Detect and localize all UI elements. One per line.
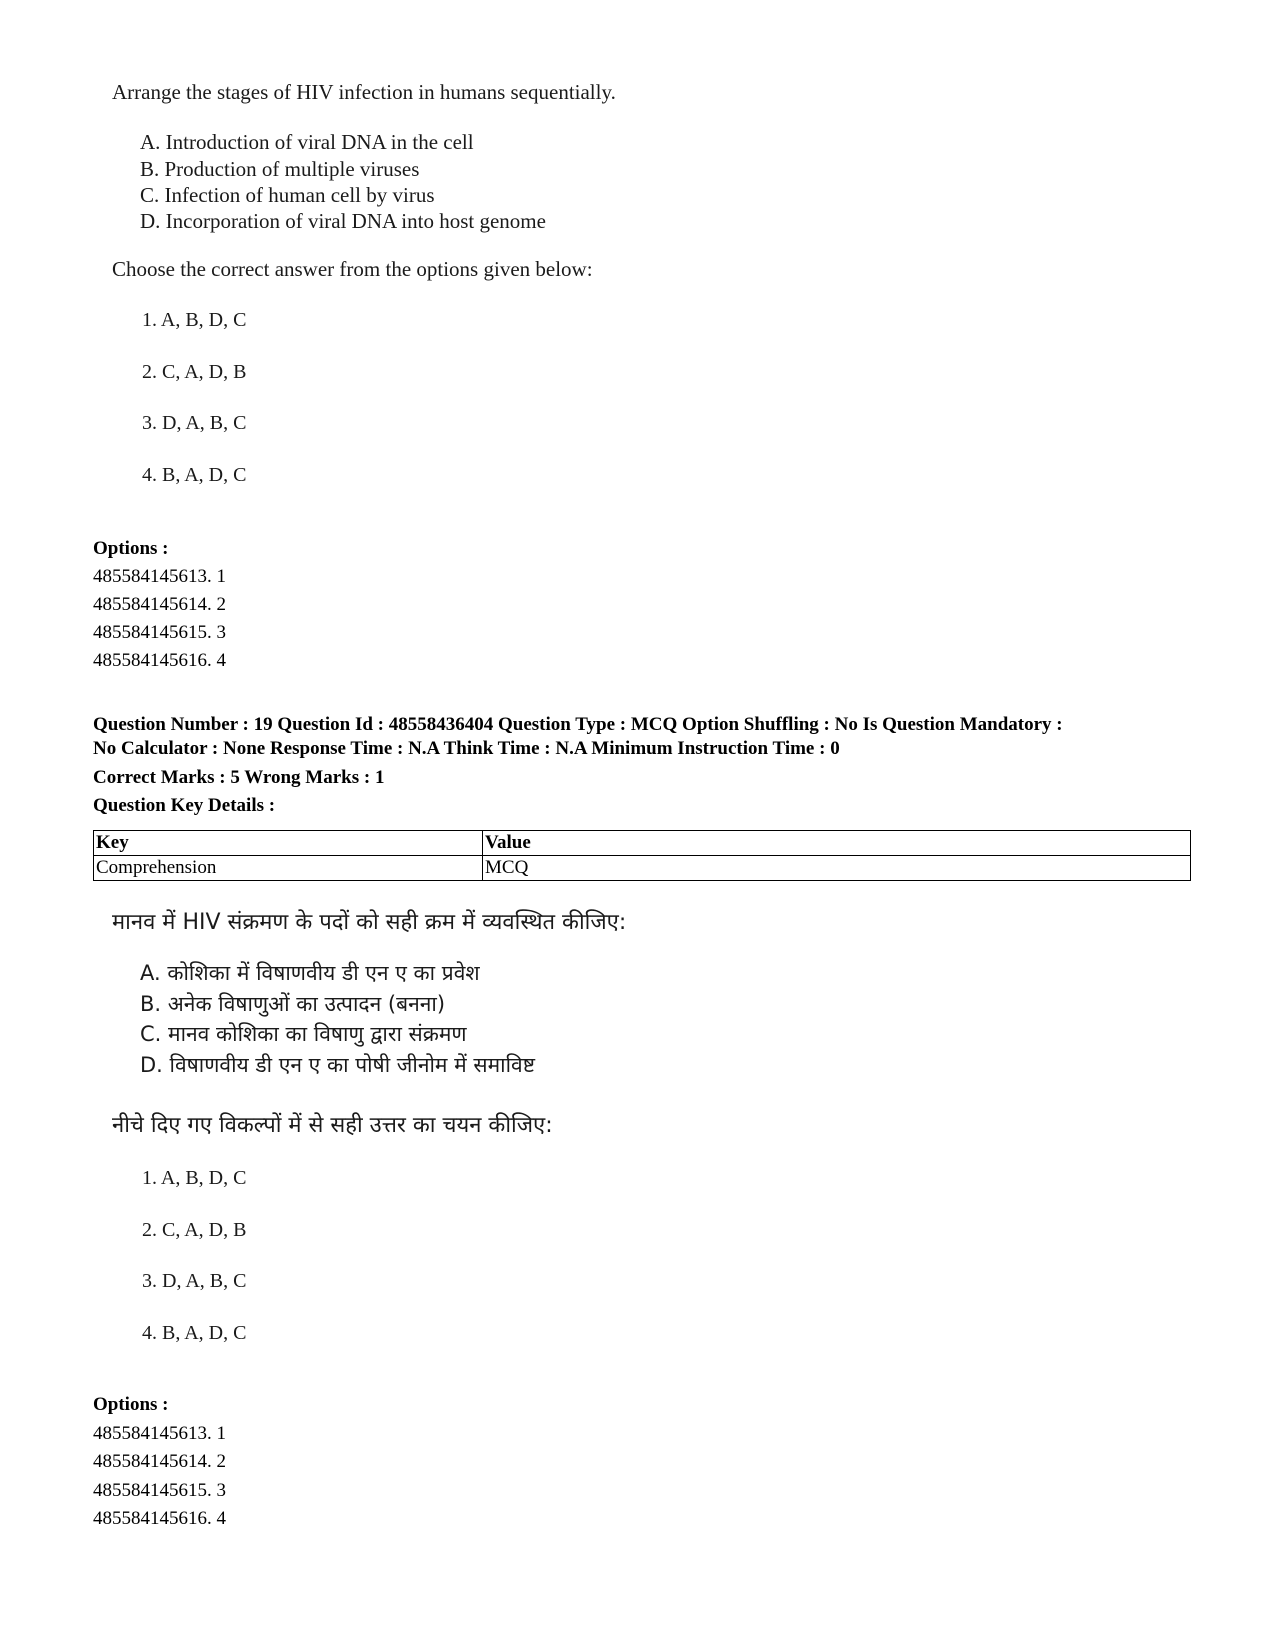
option-id-1-bottom: 485584145613. 1 (93, 1423, 226, 1444)
question-prompt-hindi: मानव में HIV संक्रमण के पदों को सही क्रम में व्यवस्थित कीजिए: (112, 910, 627, 935)
option-id-3-bottom: 485584145615. 3 (93, 1480, 226, 1501)
statement-c-hindi: C. मानव कोशिका का विषाणु द्वारा संक्रमण (140, 1022, 467, 1046)
option-id-3: 485584145615. 3 (93, 622, 226, 643)
choice-2-hindi: 2. C, A, D, B (142, 1219, 247, 1241)
choice-4-english: 4. B, A, D, C (142, 464, 247, 486)
statement-b-english: B. Production of multiple viruses (140, 157, 420, 181)
table-cell-value: MCQ (483, 856, 1191, 881)
choice-3-hindi: 3. D, A, B, C (142, 1270, 247, 1292)
key-details-table (93, 830, 1191, 881)
table-header-value: Value (483, 831, 1191, 856)
marks-line: Correct Marks : 5 Wrong Marks : 1 (93, 767, 385, 788)
table-row (94, 856, 1191, 881)
question-meta-line-1: Question Number : 19 Question Id : 48558436404 Question Type : MCQ Option Shuffling : No Is Question Mandatory : (93, 714, 1063, 735)
choice-4-hindi: 4. B, A, D, C (142, 1322, 247, 1344)
statement-c-english: C. Infection of human cell by virus (140, 183, 435, 207)
options-label: Options : (93, 538, 169, 559)
option-id-2-bottom: 485584145614. 2 (93, 1451, 226, 1472)
statement-b-hindi: B. अनेक विषाणुओं का उत्पादन (बनना) (140, 992, 446, 1016)
choice-3-english: 3. D, A, B, C (142, 412, 247, 434)
choice-1-english: 1. A, B, D, C (142, 309, 247, 331)
options-label-bottom: Options : (93, 1394, 169, 1415)
statement-d-english: D. Incorporation of viral DNA into host genome (140, 209, 546, 233)
question-prompt-english: Arrange the stages of HIV infection in humans sequentially. (112, 80, 616, 104)
choice-2-english: 2. C, A, D, B (142, 361, 247, 383)
statement-a-hindi: A. कोशिका में विषाणवीय डी एन ए का प्रवेश (140, 961, 480, 985)
table-cell-key: Comprehension (94, 856, 483, 881)
statement-d-hindi: D. विषाणवीय डी एन ए का पोषी जीनोम में समाविष्ट (140, 1053, 535, 1077)
choose-instruction-english: Choose the correct answer from the options given below: (112, 257, 593, 281)
question-meta-line-2: No Calculator : None Response Time : N.A Think Time : N.A Minimum Instruction Time : 0 (93, 738, 840, 759)
table-header-row (94, 831, 1191, 856)
choose-instruction-hindi: नीचे दिए गए विकल्पों में से सही उत्तर का चयन कीजिए: (112, 1113, 553, 1138)
option-id-2: 485584145614. 2 (93, 594, 226, 615)
option-id-4-bottom: 485584145616. 4 (93, 1508, 226, 1529)
statement-a-english: A. Introduction of viral DNA in the cell (140, 130, 474, 154)
choice-1-hindi: 1. A, B, D, C (142, 1167, 247, 1189)
key-details-label: Question Key Details : (93, 795, 276, 816)
option-id-1: 485584145613. 1 (93, 566, 226, 587)
option-id-4: 485584145616. 4 (93, 650, 226, 671)
table-header-key: Key (94, 831, 483, 856)
